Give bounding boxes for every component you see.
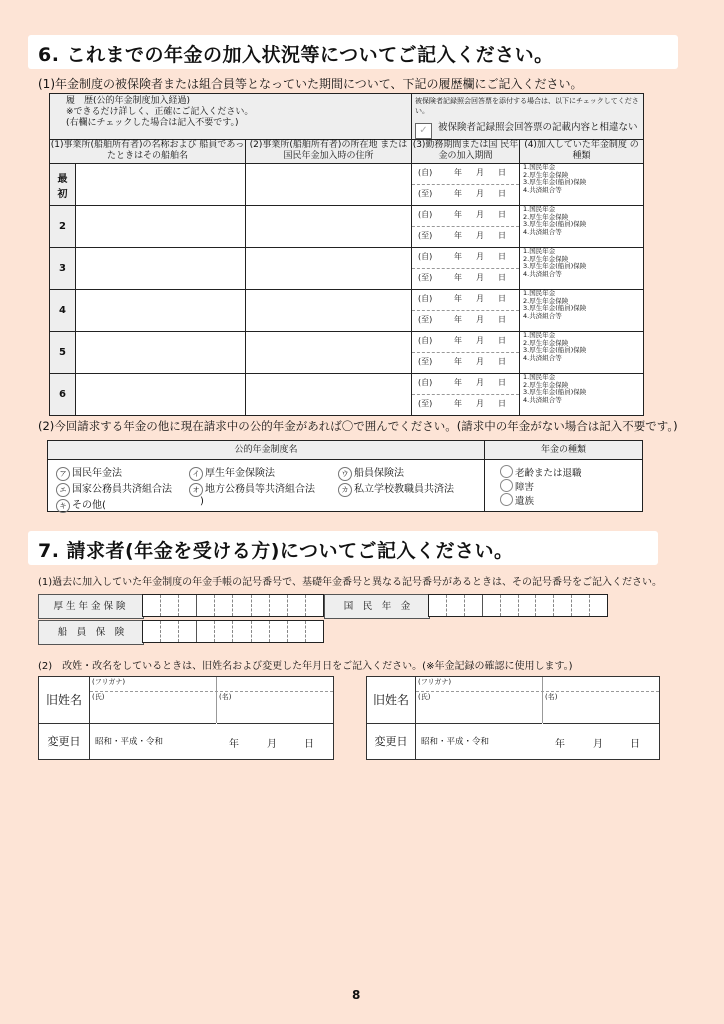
history-note1: ※できるだけ詳しく、正確にご記入ください。 xyxy=(66,107,254,117)
section7-q2: (2) 改姓・改名をしているときは、旧姓名および変更した年月日をご記入ください。(※年金記録の確認に使用します。) xyxy=(38,661,573,672)
senin-label: 船 員 保 険 xyxy=(38,620,144,645)
name-input[interactable] xyxy=(76,164,246,206)
name-change-box-1 xyxy=(38,676,334,760)
period-cell[interactable]: (自) 年 月 日 (至) 年 月 日 xyxy=(412,332,520,374)
option-ki[interactable]: キ その他( xyxy=(56,496,106,513)
history-header xyxy=(50,94,412,140)
kind-old-age[interactable]: 老齢または退職 xyxy=(500,465,582,479)
year-label: 年 xyxy=(229,739,239,750)
name-input[interactable] xyxy=(76,290,246,332)
history-table xyxy=(49,93,644,416)
option-e[interactable]: エ 国家公務員共済組合法 xyxy=(56,480,172,497)
current-pension-table xyxy=(47,440,643,512)
kokumin-label: 国 民 年 金 xyxy=(324,594,430,619)
col1-header: (1)事業所(船舶所有者)の名称および 船員であったときはその船舶名 xyxy=(50,140,246,164)
old-given-name-input[interactable]: (名) xyxy=(217,692,333,724)
day-label: 日 xyxy=(630,739,640,750)
name-input[interactable] xyxy=(76,374,246,416)
name-change-box-2 xyxy=(366,676,660,760)
page-number: 8 xyxy=(352,988,361,1002)
col3-header: (3)勤務期間または国 民年金の加入期間 xyxy=(412,140,520,164)
address-input[interactable] xyxy=(246,206,412,248)
old-name-label: 旧姓名 xyxy=(367,677,416,724)
section7-q1: (1)過去に加入していた年金制度の年金手帳の記号番号で、基礎年金番号と異なる記号番号があるときは、その記号番号をご記入ください。 xyxy=(38,577,662,588)
history-row-4 xyxy=(50,290,644,332)
name-input[interactable] xyxy=(76,206,246,248)
history-note2: (右欄にチェックした場合は記入不要です。) xyxy=(66,118,239,128)
year-label: 年 xyxy=(555,739,565,750)
pension-type-cell[interactable]: 1.国民年金 2.厚生年金保険 3.厚生年金(船員)保険 4.共済組合等 xyxy=(520,248,644,290)
address-input[interactable] xyxy=(246,164,412,206)
section6-q1: (1)年金制度の被保険者または組合員等となっていた期間について、下記の履歴欄にご記入ください。 xyxy=(38,77,583,91)
pension-type-cell[interactable]: 1.国民年金 2.厚生年金保険 3.厚生年金(船員)保険 4.共済組合等 xyxy=(520,332,644,374)
address-input[interactable] xyxy=(246,332,412,374)
furigana-field[interactable]: (フリガナ) xyxy=(416,677,659,692)
option-a[interactable]: ア 国民年金法 xyxy=(56,464,122,481)
old-surname-input[interactable]: (氏) xyxy=(90,692,216,724)
day-label: 日 xyxy=(304,739,314,750)
history-title: 履 歴(公的年金制度加入経過) xyxy=(66,96,191,106)
option-o[interactable]: オ 地方公務員等共済組合法 xyxy=(189,480,315,497)
kind-disability[interactable]: 障害 xyxy=(500,479,534,493)
period-cell[interactable]: (自) 年 月 日 (至) 年 月 日 xyxy=(412,164,520,206)
history-row-5 xyxy=(50,332,644,374)
address-input[interactable] xyxy=(246,248,412,290)
row-label-5: 5 xyxy=(50,332,76,374)
row-label-2: 2 xyxy=(50,206,76,248)
address-input[interactable] xyxy=(246,290,412,332)
pension-kind-header: 年金の種類 xyxy=(485,441,642,460)
period-cell[interactable]: (自) 年 月 日 (至) 年 月 日 xyxy=(412,290,520,332)
row-label-3: 3 xyxy=(50,248,76,290)
name-input[interactable] xyxy=(76,248,246,290)
section6-header xyxy=(28,35,678,69)
name-input[interactable] xyxy=(76,332,246,374)
address-input[interactable] xyxy=(246,374,412,416)
col2-header: (2)事業所(船舶所有者)の所在地 または国民年金加入時の住所 xyxy=(246,140,412,164)
change-date-label: 変更日 xyxy=(367,724,416,759)
period-cell[interactable]: (自) 年 月 日 (至) 年 月 日 xyxy=(412,206,520,248)
col4-header: (4)加入していた年金制度 の種類 xyxy=(520,140,644,164)
section7-title: 7. 請求者(年金を受ける方)についてご記入ください。 xyxy=(38,540,514,562)
old-given-name-input[interactable]: (名) xyxy=(543,692,659,724)
row-label-6: 6 xyxy=(50,374,76,416)
kokumin-number-input[interactable] xyxy=(428,594,608,617)
row-label-first: 最 初 xyxy=(50,164,76,206)
kosei-number-input[interactable] xyxy=(142,594,324,617)
era-select[interactable]: 昭和・平成・令和 xyxy=(95,737,164,747)
period-cell[interactable]: (自) 年 月 日 (至) 年 月 日 xyxy=(412,374,520,416)
section6-q2: (2)今回請求する年金の他に現在請求中の公的年金があれば〇で囲んでください。(請求中の年金がない場合は記入不要です。) xyxy=(38,419,678,433)
history-row-6 xyxy=(50,374,644,416)
pension-system-header: 公的年金制度名 xyxy=(48,441,485,460)
attach-cell xyxy=(412,94,644,140)
pension-type-cell[interactable]: 1.国民年金 2.厚生年金保険 3.厚生年金(船員)保険 4.共済組合等 xyxy=(520,164,644,206)
period-cell[interactable]: (自) 年 月 日 (至) 年 月 日 xyxy=(412,248,520,290)
option-ki-close: ) xyxy=(200,496,204,507)
attach-note: 被保険者記録照会回答票を添付する場合は、以下にチェックしてください。 xyxy=(415,97,639,115)
history-row-3 xyxy=(50,248,644,290)
pension-type-cell[interactable]: 1.国民年金 2.厚生年金保険 3.厚生年金(船員)保険 4.共済組合等 xyxy=(520,290,644,332)
history-row-first xyxy=(50,164,644,206)
attach-check-label: 被保険者記録照会回答票の記載内容と相違ない xyxy=(438,122,638,133)
pension-type-cell[interactable]: 1.国民年金 2.厚生年金保険 3.厚生年金(船員)保険 4.共済組合等 xyxy=(520,206,644,248)
era-select[interactable]: 昭和・平成・令和 xyxy=(421,737,490,747)
month-label: 月 xyxy=(267,739,277,750)
pension-type-cell[interactable]: 1.国民年金 2.厚生年金保険 3.厚生年金(船員)保険 4.共済組合等 xyxy=(520,374,644,416)
senin-number-input[interactable] xyxy=(142,620,324,643)
month-label: 月 xyxy=(593,739,603,750)
old-surname-input[interactable]: (氏) xyxy=(416,692,542,724)
option-i[interactable]: イ 厚生年金保険法 xyxy=(189,464,275,481)
change-date-label: 変更日 xyxy=(39,724,90,759)
option-u[interactable]: ウ 船員保険法 xyxy=(338,464,404,481)
section7-header xyxy=(28,531,658,565)
history-row-2 xyxy=(50,206,644,248)
attach-checkbox[interactable]: ✓ xyxy=(415,123,432,139)
row-label-4: 4 xyxy=(50,290,76,332)
option-ka[interactable]: カ 私立学校教職員共済法 xyxy=(338,480,454,497)
kind-survivor[interactable]: 遺族 xyxy=(500,493,534,507)
kosei-label: 厚生年金保険 xyxy=(38,594,144,619)
old-name-label: 旧姓名 xyxy=(39,677,90,724)
section6-title: 6. これまでの年金の加入状況等についてご記入ください。 xyxy=(38,44,554,66)
furigana-field[interactable]: (フリガナ) xyxy=(90,677,333,692)
